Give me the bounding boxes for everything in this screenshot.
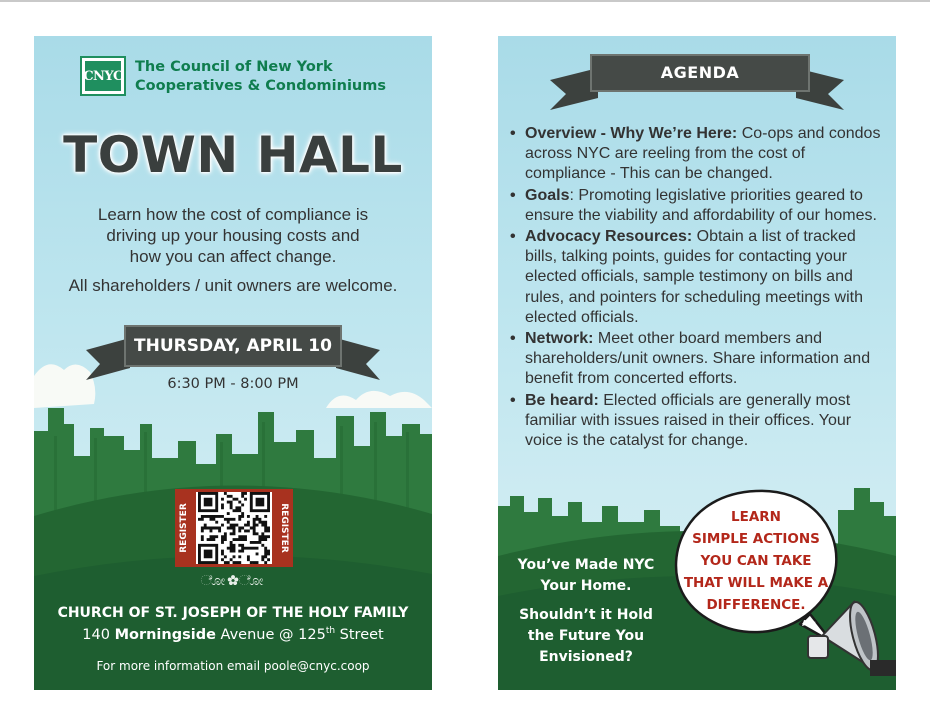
slogan-line1: You’ve Made NYC Your Home. — [517, 557, 655, 594]
register-label-right: REGISTER — [279, 503, 290, 553]
intro-line1: Learn how the cost of compliance is — [97, 205, 369, 224]
agenda-item-network — [510, 329, 890, 390]
flourish-icon: ೋ✿ೋ — [200, 572, 266, 588]
agenda-item-heading: Be heard: — [525, 391, 599, 409]
callout-line: DIFFERENCE. — [706, 597, 806, 613]
event-date-banner: THURSDAY, APRIL 10 — [124, 325, 342, 367]
organization-name-line1: The Council of New York — [135, 59, 333, 75]
town-hall-flyer-panel — [34, 36, 432, 690]
event-time: 6:30 PM - 8:00 PM — [167, 376, 299, 392]
agenda-panel — [498, 36, 896, 690]
cnyc-logo-text: CNYC — [85, 61, 121, 91]
slogan — [516, 555, 656, 668]
venue — [34, 605, 432, 643]
contact-info: For more information email poole@cnyc.coop — [96, 659, 370, 673]
agenda-item-heading: Advocacy Resources: — [525, 228, 693, 246]
agenda-item-text: Elected officials are generally most familiar with issues raised in their offices. Your voice is the catalyst for change. — [525, 391, 852, 450]
agenda-item-text: : Promoting legislative priorities geared to ensure the viability and affordability of our homes. — [525, 186, 877, 224]
agenda-item-goals — [510, 186, 890, 226]
agenda-item-text: Co-ops and condos across NYC are reeling from the cost of compliance - This can be changed. — [525, 125, 881, 183]
organization-name — [135, 58, 386, 96]
agenda-item-text: Meet other board members and shareholders/unit owners. Share information and benefit from concerted efforts. — [525, 330, 871, 388]
agenda-item-heading: Goals — [525, 186, 570, 204]
intro-line3: how you can affect change. — [129, 247, 337, 266]
slogan-line2: Shouldn’t it Hold the Future You Envisioned? — [519, 607, 653, 665]
welcome-text: All shareholders / unit owners are welcome. — [68, 276, 398, 295]
organization-name-line2: Cooperatives & Condominiums — [135, 78, 386, 94]
agenda-header: AGENDA — [590, 54, 810, 92]
event-intro — [34, 204, 432, 267]
agenda-item-overview — [510, 124, 890, 185]
register-qr-block[interactable] — [175, 489, 293, 567]
qr-code-icon[interactable] — [196, 492, 272, 564]
page-top-border — [0, 0, 930, 2]
event-title: TOWN HALL — [63, 126, 403, 184]
callout-text — [676, 506, 836, 616]
venue-name: CHURCH OF ST. JOSEPH OF THE HOLY FAMILY — [57, 605, 409, 621]
agenda-item-be-heard — [510, 391, 890, 452]
callout-line: SIMPLE ACTIONS — [692, 531, 820, 547]
intro-line2: driving up your housing costs and — [106, 226, 360, 245]
cnyc-logo — [80, 56, 126, 96]
agenda-item-heading: Network: — [525, 330, 594, 348]
venue-address: 140 Morningside Avenue @ 125th Street — [82, 626, 384, 643]
callout-line: LEARN — [731, 509, 781, 525]
agenda-item-text: Obtain a list of tracked bills, talking points, guides for contacting your elected officials, sample testimony on bills and rules, and pointers for scheduling meetings with elected officials. — [525, 228, 863, 326]
callout-line: YOU CAN TAKE — [700, 553, 812, 569]
callout-line: THAT WILL MAKE A — [683, 575, 829, 591]
agenda-list — [510, 124, 890, 452]
agenda-item-advocacy — [510, 227, 890, 328]
agenda-item-heading: Overview - Why We’re Here: — [525, 125, 738, 142]
register-label-left: REGISTER — [179, 503, 190, 553]
